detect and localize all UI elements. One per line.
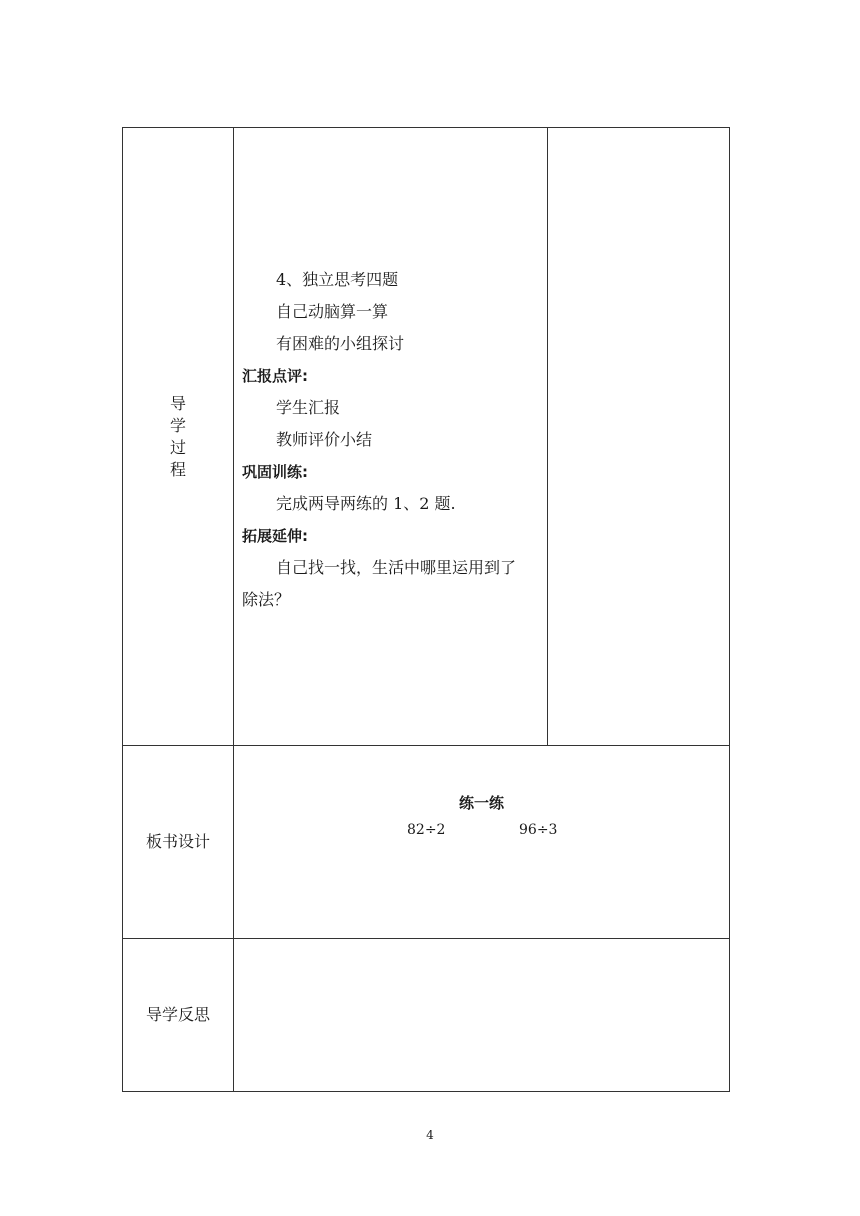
process-line: 除法？ [242, 589, 291, 609]
notes-cell [548, 128, 730, 746]
lesson-plan-table [122, 127, 730, 1092]
process-line: 教师评价小结 [276, 429, 373, 449]
section-heading: 巩固训练: [242, 462, 308, 481]
process-line: 自己找一找，生活中哪里运用到了 [276, 557, 517, 577]
process-line: 有困难的小组探讨 [276, 333, 405, 353]
reflection-row [123, 939, 730, 1092]
process-label-char: 过 [169, 437, 186, 457]
process-line: 完成两导两练的 1、2 题. [276, 493, 456, 513]
process-row [123, 128, 730, 746]
process-content-cell [234, 128, 548, 746]
board-title: 练一练 [458, 794, 504, 812]
section-heading: 拓展延伸: [242, 526, 308, 545]
process-label-char: 学 [169, 415, 186, 435]
board-design-row [123, 746, 730, 939]
board-expression: 96÷3 [519, 822, 558, 838]
page-number: 4 [426, 1128, 434, 1142]
process-line: 自己动脑算一算 [276, 301, 389, 321]
process-label-cell [123, 128, 234, 746]
process-label-char: 程 [169, 459, 186, 479]
process-label [123, 393, 233, 481]
reflection-label: 导学反思 [123, 939, 234, 1092]
board-design-label: 板书设计 [123, 746, 234, 939]
board-expression: 82÷2 [407, 822, 446, 838]
process-label-char: 导 [169, 393, 186, 413]
process-line: 学生汇报 [276, 397, 341, 417]
board-design-cell [234, 746, 730, 939]
section-heading: 汇报点评: [242, 366, 308, 385]
process-line: 4、独立思考四题 [276, 269, 399, 289]
reflection-cell [234, 939, 730, 1092]
